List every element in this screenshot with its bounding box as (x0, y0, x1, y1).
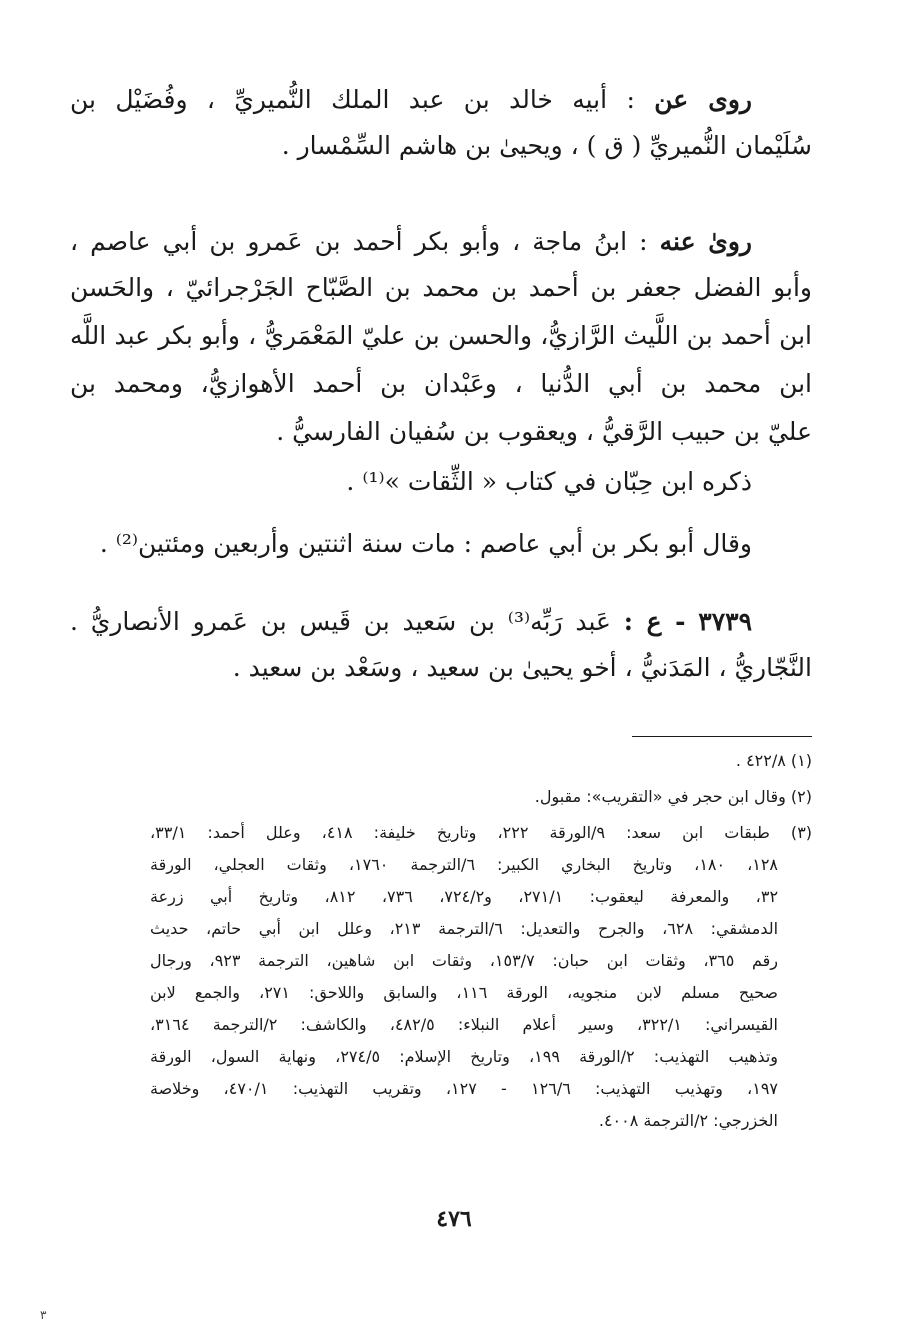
entry-heading-line (70, 602, 812, 642)
footnote-divider (632, 736, 812, 737)
footnote-3-line: الخزرجي: ٢/الترجمة ٤٠٠٨. (598, 1111, 778, 1130)
text-line: ذكره ابن حِبّان في كتاب « الثِّقات »⁽¹⁾ . (346, 467, 752, 496)
footnote-3-line: ١٢٨، ١٨٠، وتاريخ البخاري الكبير: ٦/الترجمة ١٧٦٠، وثقات العجلي، الورقة (150, 855, 779, 874)
footnote-1: (١) ٤٢٢/٨ . (735, 751, 812, 770)
text-line: ابن أحمد بن اللَّيث الرَّازيُّ، والحسن بن عليّ المَعْمَريُّ ، وأبو بكر عبد اللَّه (70, 321, 812, 350)
corner-mark: ٣ (40, 1308, 47, 1322)
text-line: وقال أبو بكر بن أبي عاصم : مات سنة اثنتين وأربعين ومئتين⁽²⁾ . (99, 529, 752, 558)
text-line: وأبو الفضل جعفر بن أحمد بن محمد بن الصَّبّاح الجَرْجرائيّ ، والحَسن (70, 273, 812, 302)
entry-symbol: - ع : (623, 607, 686, 636)
footnote-3-line: وتذهيب التهذيب: ٢/الورقة ١٩٩، وتاريخ الإسلام: ٢٧٤/٥، ونهاية السول، الورقة (150, 1047, 779, 1066)
footnote-3-line: الدمشقي: ٦٢٨، والجرح والتعديل: ٦/الترجمة ٢١٣، وعلل ابن أبي حاتم، حديث (150, 919, 779, 938)
footnote-3-line: صحيح مسلم لابن منجويه، الورقة ١١٦، والسابق واللاحق: ٢٧١، والجمع لابن (150, 983, 779, 1002)
footnote-3-line: القيسراني: ٣٢٢/١، وسير أعلام النبلاء: ٤٨٢/٥، والكاشف: ٢/الترجمة ٣١٦٤، (150, 1015, 779, 1034)
riwayat-an-text: : أبيه خالد بن عبد الملك النُّميريِّ ، وفُضَيْل بن (70, 85, 635, 114)
riwayat-anhu-label: روىٰ عنه (659, 227, 752, 256)
entry-name: عَبد رَبِّه⁽³⁾ بن سَعيد بن قَيس بن عَمرو الأنصاريُّ . (70, 607, 611, 636)
footnote-3-line: (٣) طبقات ابن سعد: ٩/الورقة ٢٢٢، وتاريخ خليفة: ٤١٨، وعلل أحمد: ٣٣/١، (150, 823, 813, 842)
text-line (70, 80, 812, 120)
riwayat-anhu-text: : ابنُ ماجة ، وأبو بكر أحمد بن عَمرو بن أبي عاصم ، (70, 227, 648, 256)
footnote-3-line: ٣٢، والمعرفة ليعقوب: ٢٧١/١، و٧٢٤/٢، ٧٣٦، ٨١٢، وتاريخ أبي زرعة (150, 887, 779, 906)
footnote-3-line: رقم ٣٦٥، وثقات ابن حبان: ١٥٣/٧، وثقات ابن شاهين، الترجمة ٩٢٣، ورجال (150, 951, 779, 970)
entry-number: ٣٧٣٩ (698, 607, 753, 636)
text-line: النَّجّاريُّ ، المَدَنيُّ ، أخو يحيىٰ بن سعيد ، وسَعْد بن سعيد . (232, 653, 812, 682)
text-line: عليّ بن حبيب الرَّقيُّ ، ويعقوب بن سُفيان الفارسيُّ . (276, 417, 812, 446)
page-number: ٤٧٦ (436, 1206, 472, 1232)
footnote-2: (٢) وقال ابن حجر في «التقريب»: مقبول. (534, 787, 812, 806)
footnote-3-line: ١٩٧، وتهذيب التهذيب: ١٢٦/٦ - ١٢٧، وتقريب التهذيب: ٤٧٠/١، وخلاصة (150, 1079, 779, 1098)
text-line (70, 222, 812, 262)
text-line: سُلَيْمان النُّميريِّ ( ق ) ، ويحيىٰ بن هاشم السِّمْسار . (281, 131, 812, 160)
text-line: ابن محمد بن أبي الدُّنيا ، وعَبْدان بن أحمد الأهوازيُّ، ومحمد بن (70, 369, 812, 398)
riwayat-an-label: روى عن (654, 85, 753, 114)
